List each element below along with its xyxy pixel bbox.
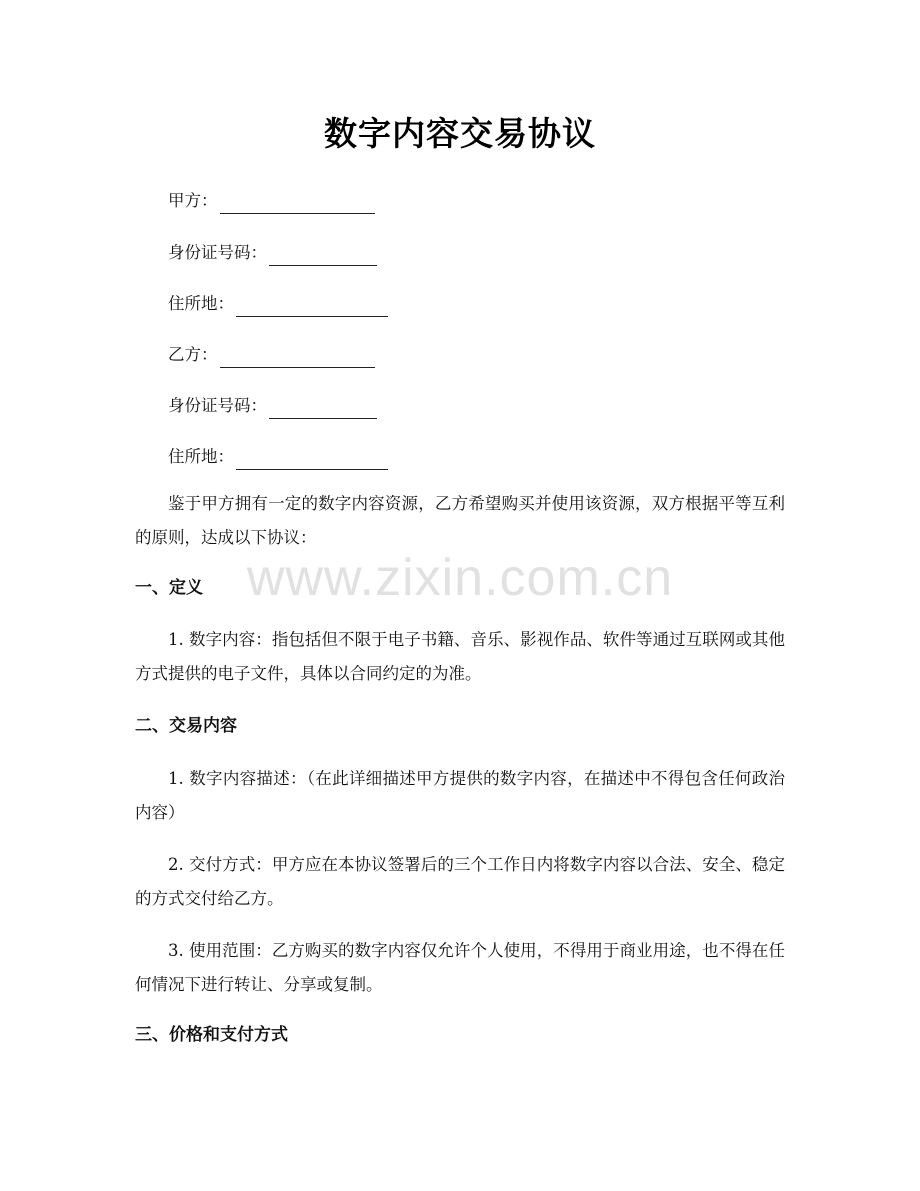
party-b-address-field <box>168 444 388 470</box>
watermark-text: www.zixin.com.cn <box>246 549 674 607</box>
party-a-id-label: 身份证号码： <box>168 243 267 262</box>
party-b-id-field <box>168 393 377 419</box>
transaction-paragraph-1: 1. 数字内容描述：（在此详细描述甲方提供的数字内容，在描述中不得包含任何政治内容） <box>135 769 785 822</box>
transaction-paragraph-2: 2. 交付方式：甲方应在本协议签署后的三个工作日内将数字内容以合法、安全、稳定的方式交付给乙方。 <box>135 855 785 908</box>
document-title: 数字内容交易协议 <box>324 114 596 153</box>
party-a-id-field <box>168 240 377 266</box>
definition-paragraph-1: 1. 数字内容：指包括但不限于电子书籍、音乐、影视作品、软件等通过互联网或其他方式提供的电子文件，具体以合同约定的为准。 <box>135 630 785 683</box>
party-a-address-blank <box>236 298 388 317</box>
party-a-label: 甲方： <box>168 191 218 210</box>
section-heading-definitions: 一、定义 <box>135 578 203 598</box>
party-b-address-blank <box>236 451 388 470</box>
party-a-field <box>168 188 375 214</box>
party-b-blank <box>220 349 375 368</box>
preamble-paragraph: 鉴于甲方拥有一定的数字内容资源，乙方希望购买并使用该资源，双方根据平等互利的原则，达成以下协议： <box>135 494 785 547</box>
party-b-label: 乙方： <box>168 345 218 364</box>
party-b-field <box>168 342 375 368</box>
party-b-address-label: 住所地： <box>168 447 234 466</box>
party-a-address-field <box>168 291 388 317</box>
party-b-id-blank <box>269 400 377 419</box>
transaction-paragraph-3: 3. 使用范围：乙方购买的数字内容仅允许个人使用，不得用于商业用途，也不得在任何情况下进行转让、分享或复制。 <box>135 941 785 994</box>
party-a-address-label: 住所地： <box>168 294 234 313</box>
section-heading-price-payment: 三、价格和支付方式 <box>135 1025 288 1045</box>
party-a-id-blank <box>269 247 377 266</box>
party-b-id-label: 身份证号码： <box>168 396 267 415</box>
party-a-blank <box>220 195 375 214</box>
section-heading-transaction: 二、交易内容 <box>135 716 237 736</box>
